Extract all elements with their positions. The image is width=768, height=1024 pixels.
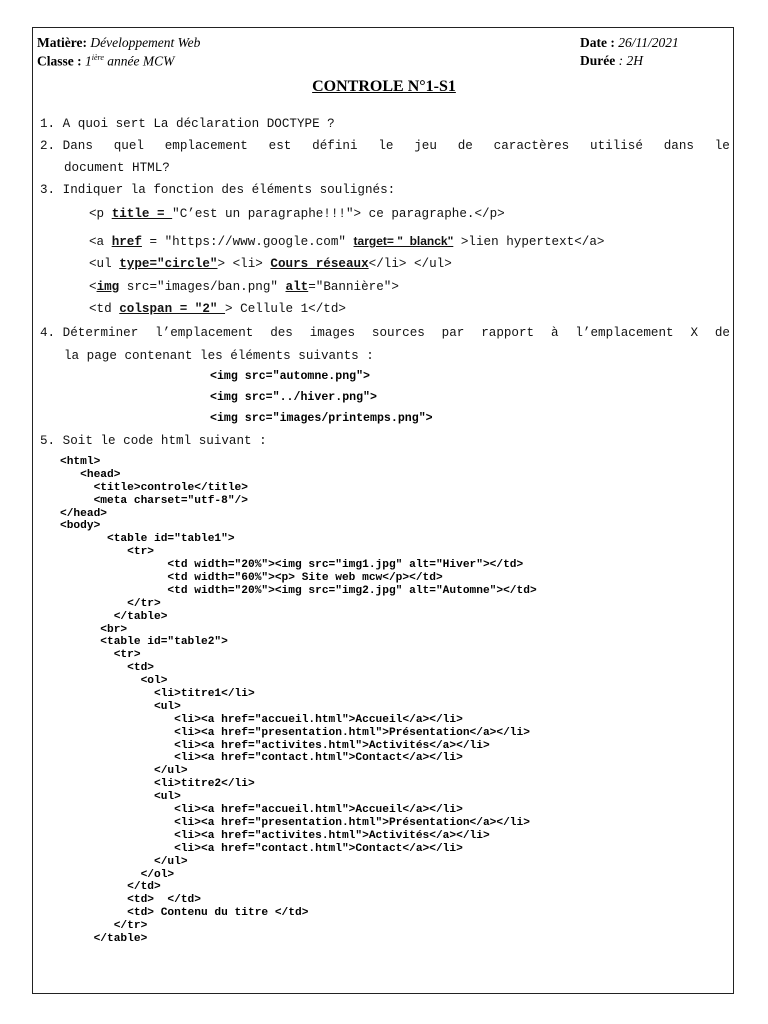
- q3-item-3: [89, 257, 452, 271]
- question-1: 1. A quoi sert La déclaration DOCTYPE ?: [40, 117, 335, 131]
- code-text: <a: [89, 235, 112, 249]
- q2-word: le: [714, 139, 730, 153]
- code-text: <p: [89, 207, 112, 221]
- code-line: <td> Contenu du titre </td>: [60, 907, 309, 920]
- code-line: <li><a href="accueil.html">Accueil</a></li>: [60, 804, 463, 817]
- q4-word: 4. Déterminer: [40, 326, 139, 340]
- question-2: [40, 139, 730, 153]
- question-5: 5. Soit le code html suivant :: [40, 434, 267, 448]
- code-line: <li>titre1</li>: [60, 688, 255, 701]
- underlined-element: img: [96, 280, 120, 294]
- q4-word: images: [309, 326, 356, 340]
- question-2-continued: document HTML?: [64, 161, 170, 175]
- matiere-label: Matière:: [37, 35, 87, 50]
- q2-word: défini: [312, 139, 358, 153]
- code-line: <meta charset="utf-8"/>: [60, 494, 248, 507]
- date-line: [580, 35, 679, 51]
- question-4-continued: la page contenant les éléments suivants :: [64, 349, 374, 363]
- code-line: <table id="table2">: [60, 636, 228, 649]
- date-label: Date :: [580, 35, 615, 50]
- q2-word: 2. Dans: [40, 139, 93, 153]
- code-line: </ol>: [60, 868, 175, 881]
- question-4: [40, 326, 730, 340]
- classe-num: 1: [85, 53, 92, 69]
- underlined-attribute: colspan = "2": [119, 302, 226, 316]
- code-text: <: [89, 280, 97, 294]
- q2-word: est: [268, 139, 292, 153]
- code-line: <td>: [60, 662, 154, 675]
- q2-word: de: [457, 139, 473, 153]
- code-text: = "https://www.google.com": [141, 235, 354, 249]
- q4-img-1: <img src="automne.png">: [210, 370, 371, 383]
- code-line: <ul>: [60, 791, 181, 804]
- code-line: <head>: [60, 468, 121, 481]
- code-text: >lien hypertext</a>: [453, 235, 605, 249]
- classe-line: [37, 53, 174, 70]
- q4-word: de: [714, 326, 730, 340]
- duree-label: Durée: [580, 53, 616, 68]
- code-text: <ul: [89, 257, 120, 271]
- code-line: </ul>: [60, 765, 188, 778]
- classe-sup: ière: [91, 53, 104, 62]
- html-code-block: [60, 456, 537, 946]
- code-text: > Cellule 1</td>: [225, 302, 346, 316]
- q2-word: utilisé: [590, 139, 643, 153]
- underlined-attribute: target= "_blanck": [353, 234, 454, 248]
- q2-word: jeu: [414, 139, 437, 153]
- code-line: <li><a href="accueil.html">Accueil</a></li>: [60, 713, 463, 726]
- question-3: 3. Indiquer la fonction des éléments soulignés:: [40, 183, 396, 197]
- date-value: 26/11/2021: [618, 35, 679, 50]
- code-line: <td width="20%"><img src="img1.jpg" alt="Hiver"></td>: [60, 559, 524, 572]
- code-line: <tr>: [60, 649, 141, 662]
- code-line: </tr>: [60, 920, 148, 933]
- underlined-attribute: type="circle": [119, 257, 218, 271]
- underlined-content: Cours réseaux: [270, 257, 369, 271]
- underlined-attribute: href: [111, 235, 142, 249]
- q4-word: à: [550, 326, 559, 340]
- code-line: <tr>: [60, 546, 154, 559]
- page-title: CONTROLE N°1-S1: [312, 78, 456, 95]
- q2-word: caractères: [493, 139, 570, 153]
- code-text: </li> </ul>: [368, 257, 452, 271]
- code-line: <html>: [60, 456, 101, 468]
- q4-word: X: [690, 326, 699, 340]
- q3-item-5: [89, 302, 346, 316]
- q4-word: l’emplacement: [575, 326, 674, 340]
- code-line: <li><a href="contact.html">Contact</a></li>: [60, 842, 463, 855]
- code-line: <title>controle</title>: [60, 481, 248, 494]
- code-line: <br>: [60, 623, 128, 636]
- q4-word: l’emplacement: [155, 326, 254, 340]
- duree-value: : 2H: [618, 53, 643, 68]
- q4-word: sources: [371, 326, 425, 340]
- code-line: <ul>: [60, 700, 181, 713]
- q3-item-2: [89, 234, 604, 249]
- matiere-line: [37, 35, 200, 51]
- q2-word: le: [378, 139, 394, 153]
- q2-word: dans: [663, 139, 694, 153]
- q2-word: quel: [113, 139, 144, 153]
- code-line: </td>: [60, 881, 161, 894]
- code-line: </table>: [60, 932, 148, 945]
- code-line: <table id="table1">: [60, 533, 235, 546]
- code-line: <td width="60%"><p> Site web mcw</p></td>: [60, 572, 443, 585]
- classe-rest: année MCW: [107, 53, 175, 69]
- code-text: > <li>: [217, 257, 271, 271]
- q3-item-1: [89, 207, 505, 221]
- code-line: <li><a href="presentation.html">Présentation</a></li>: [60, 816, 530, 829]
- q4-word: des: [270, 326, 293, 340]
- q3-item-4: [89, 280, 399, 294]
- code-line: </ul>: [60, 855, 188, 868]
- code-line: <body>: [60, 520, 101, 533]
- q4-img-3: <img src="images/printemps.png">: [210, 412, 433, 425]
- code-line: <li><a href="activites.html">Activités</a></li>: [60, 829, 490, 842]
- code-line: <td> </td>: [60, 894, 201, 907]
- q2-word: emplacement: [164, 139, 248, 153]
- q4-word: rapport: [481, 326, 535, 340]
- q4-word: par: [441, 326, 465, 340]
- code-text: <td: [89, 302, 120, 316]
- code-line: <li>titre2</li>: [60, 778, 255, 791]
- code-line: </table>: [60, 610, 168, 623]
- code-text: ="Bannière">: [308, 280, 399, 294]
- matiere-value: Développement Web: [90, 35, 201, 50]
- duree-line: [580, 53, 643, 69]
- q4-img-2: <img src="../hiver.png">: [210, 391, 377, 404]
- code-line: <li><a href="activites.html">Activités</a></li>: [60, 739, 490, 752]
- code-line: <td width="20%"><img src="img2.jpg" alt="Automne"></td>: [60, 584, 537, 597]
- code-line: <li><a href="contact.html">Contact</a></li>: [60, 752, 463, 765]
- code-line: </tr>: [60, 597, 161, 610]
- underlined-attribute: title =: [111, 207, 173, 221]
- underlined-attribute: alt: [285, 280, 309, 294]
- code-line: <ol>: [60, 675, 168, 688]
- classe-label: Classe :: [37, 53, 82, 69]
- code-line: </head>: [60, 507, 107, 520]
- code-text: src="images/ban.png": [119, 280, 286, 294]
- code-text: "C’est un paragraphe!!!"> ce paragraphe.</p>: [172, 207, 505, 221]
- code-line: <li><a href="presentation.html">Présentation</a></li>: [60, 726, 530, 739]
